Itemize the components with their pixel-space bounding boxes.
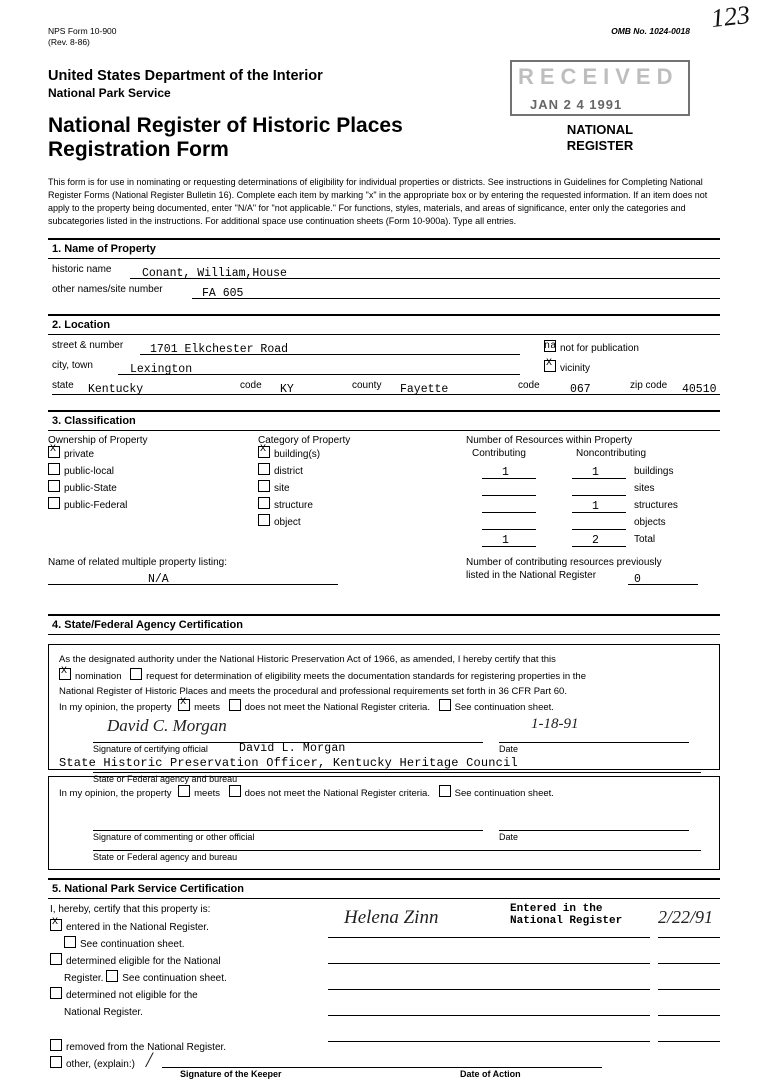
resource-row-sites — [466, 481, 720, 498]
certification-line-4: In my opinion, the property — [59, 702, 172, 714]
objects-label: objects — [634, 517, 666, 529]
signature-of-commenting-official-label: Signature of commenting or other official — [93, 831, 255, 842]
commenting-meets-checkbox[interactable] — [178, 785, 190, 797]
buildings-contributing-value[interactable]: 1 — [502, 466, 509, 480]
category-column — [258, 435, 458, 531]
keeper-signature-rule-1 — [328, 937, 650, 938]
keeper-signature-flourish: / — [146, 1047, 153, 1073]
category-object-label: object — [274, 517, 301, 529]
keeper-signature-column — [328, 903, 720, 1049]
multiple-listing-label: Name of related multiple property listing: — [48, 557, 227, 569]
entered-continuation-label: See continuation sheet. — [80, 939, 185, 951]
meets-criteria-label: meets — [194, 702, 220, 714]
request-determination-label: request for determination of eligibility meets the documentation standards for registering properties in the — [146, 670, 587, 682]
objects-noncontributing-rule — [572, 529, 626, 530]
determined-eligible-label: determined eligible for the National — [66, 956, 221, 968]
stamp-national-register — [510, 122, 690, 155]
determined-not-eligible-label: determined not eligible for the — [66, 990, 198, 1002]
buildings-noncontributing-rule — [572, 478, 626, 479]
category-option-district[interactable] — [258, 463, 458, 480]
department-name: United States Department of the Interior — [48, 68, 323, 85]
other-names-rule — [192, 298, 720, 299]
category-site-checkbox[interactable] — [258, 480, 270, 492]
certifying-official-typed-name: David L. Morgan — [239, 742, 346, 756]
state-label: state — [52, 380, 74, 392]
ownership-title: Ownership of Property — [48, 435, 148, 447]
stamp-register-line: REGISTER — [566, 138, 634, 154]
total-noncontributing-rule — [572, 546, 626, 547]
buildings-noncontributing-value[interactable]: 1 — [592, 466, 599, 480]
buildings-label: buildings — [634, 466, 674, 478]
see-continuation-sheet-checkbox-2[interactable] — [439, 785, 451, 797]
nomination-checkbox[interactable] — [59, 668, 71, 680]
county-label: county — [352, 380, 382, 392]
category-site-label: site — [274, 483, 290, 495]
see-continuation-sheet-label-1: See continuation sheet. — [454, 702, 554, 714]
form-instructions: This form is for use in nominating or requesting determinations of eligibility for individual properties or districts. See instructions in Guidelines for Completing National Register Forms (National Register Bulletin 16). Complete each item by marking "x" in the appropriate box or by entering the requested information. If an item does not apply to the property being documented, enter "N/A" for "not applicable." For functions, styles, materials, and areas of significance, enter only the categories and subcategories listed in the instructions. For additional space use continuation sheets (Form 10-900a). Type all entries. — [48, 176, 708, 227]
commenting-signature-rule — [93, 830, 483, 831]
total-contributing-rule — [482, 546, 536, 547]
option-entered-continuation[interactable] — [50, 936, 300, 953]
ownership-option-public-state[interactable] — [48, 480, 258, 497]
option-entered-national-register[interactable] — [50, 919, 300, 936]
buildings-contributing-rule — [482, 478, 536, 479]
ownership-public-local-checkbox[interactable] — [48, 463, 60, 475]
total-label: Total — [634, 534, 656, 546]
ownership-public-state-checkbox[interactable] — [48, 480, 60, 492]
structures-noncontributing-value[interactable]: 1 — [592, 500, 599, 514]
option-determined-not-eligible-line2 — [50, 1004, 300, 1021]
omb-number: OMB No. 1024-0018 — [611, 26, 690, 36]
resources-column — [466, 435, 720, 549]
other-names-value[interactable]: FA 605 — [202, 287, 244, 301]
commenting-signature-row — [59, 812, 709, 842]
category-structure-label: structure — [274, 500, 313, 512]
sites-contributing-rule — [482, 495, 536, 496]
multiple-listing-value[interactable]: N/A — [148, 573, 169, 587]
stamp-national-line: NATIONAL — [566, 122, 634, 137]
request-determination-checkbox[interactable] — [130, 668, 142, 680]
determined-eligible-checkbox[interactable] — [50, 953, 62, 965]
form-title-line1: National Register of Historic Places — [48, 113, 403, 137]
certifying-signature-row — [59, 716, 709, 756]
form-revision: (Rev. 8-86) — [48, 36, 90, 47]
ownership-public-state-label: public-State — [64, 483, 117, 495]
category-option-site[interactable] — [258, 480, 458, 497]
keeper-signature-rule-3 — [328, 989, 650, 990]
signature-of-certifying-official-label: Signature of certifying official — [93, 744, 208, 755]
state-code-value[interactable]: KY — [280, 383, 294, 397]
section-2-body — [48, 335, 720, 400]
state-federal-agency-label-2: State or Federal agency and bureau — [93, 851, 238, 862]
certification-paragraph-1 — [59, 653, 709, 716]
see-continuation-sheet-label-2: See continuation sheet. — [454, 788, 554, 800]
not-for-publication-label: not for publication — [560, 343, 639, 355]
not-for-publication-mark: na — [544, 341, 557, 353]
does-not-meet-criteria-label: does not meet the National Register criteria. — [244, 702, 430, 714]
commenting-opinion-text: In my opinion, the property — [59, 788, 172, 800]
option-determined-eligible[interactable] — [50, 953, 300, 970]
form-title-line2: Registration Form — [48, 137, 229, 161]
section-5-heading: 5. National Park Service Certification — [48, 878, 720, 899]
state-federal-agency-label-1: State or Federal agency and bureau — [93, 774, 238, 785]
keeper-date-rule-2 — [658, 963, 720, 964]
category-object-checkbox[interactable] — [258, 514, 270, 526]
city-town-value[interactable]: Lexington — [130, 363, 193, 377]
state-value[interactable]: Kentucky — [88, 383, 144, 397]
ownership-private-label: private — [64, 449, 95, 461]
category-title: Category of Property — [258, 435, 351, 447]
ownership-option-public-federal[interactable] — [48, 497, 258, 514]
resource-row-objects — [466, 515, 720, 532]
keeper-date-handwritten: 2/22/91 — [658, 907, 714, 928]
county-code-label: code — [518, 380, 540, 392]
commenting-date-rule — [499, 830, 689, 831]
county-code-value[interactable]: 067 — [570, 383, 591, 397]
section-1-body — [48, 259, 720, 304]
option-determined-eligible-line2 — [50, 970, 300, 987]
category-structure-checkbox[interactable] — [258, 497, 270, 509]
noncontributing-header: Noncontributing — [576, 448, 647, 460]
structures-contributing-rule — [482, 512, 536, 513]
stamp-received-text: RECEIVED — [518, 64, 679, 89]
section-3-body — [48, 431, 720, 604]
resource-row-structures — [466, 498, 720, 515]
sites-noncontributing-rule — [572, 495, 626, 496]
resource-row-buildings — [466, 464, 720, 481]
section-5-body — [48, 899, 720, 1084]
determined-not-eligible-label2: National Register. — [64, 1007, 143, 1019]
category-option-buildings[interactable] — [258, 446, 458, 463]
category-option-structure[interactable] — [258, 497, 458, 514]
see-continuation-sheet-checkbox-1[interactable] — [439, 699, 451, 711]
keeper-signature: Helena Zinn — [344, 907, 439, 929]
multiple-listing-block — [48, 557, 348, 588]
certifying-agency-typed: State Historic Preservation Officer, Kentucky Heritage Council — [59, 756, 518, 771]
commenting-does-not-meet-checkbox[interactable] — [229, 785, 241, 797]
commenting-agency-row — [59, 842, 709, 862]
ownership-option-public-local[interactable] — [48, 463, 258, 480]
certifying-signature-date: 1-18-91 — [531, 716, 579, 733]
keeper-signature-rule-2 — [328, 963, 650, 964]
category-buildings-label: building(s) — [274, 449, 321, 461]
sites-label: sites — [634, 483, 655, 495]
section-1-heading: 1. Name of Property — [48, 238, 720, 259]
entered-stamp-line2: National Register — [510, 915, 623, 928]
resources-title: Number of Resources within Property — [466, 435, 633, 447]
category-district-checkbox[interactable] — [258, 463, 270, 475]
entered-continuation-checkbox[interactable] — [64, 936, 76, 948]
ownership-private-checkbox[interactable] — [48, 446, 60, 458]
structures-noncontributing-rule — [572, 512, 626, 513]
not-for-publication-option[interactable] — [544, 340, 639, 357]
determined-eligible-label2: Register. — [64, 973, 104, 985]
keeper-date-rule-5 — [658, 1041, 720, 1042]
section-4-heading: 4. State/Federal Agency Certification — [48, 614, 720, 635]
state-code-label: code — [240, 380, 262, 392]
historic-name-value[interactable]: Conant, William,House — [142, 267, 287, 281]
section-2-heading: 2. Location — [48, 314, 720, 335]
keeper-signature-rule-4 — [328, 1015, 650, 1016]
total-contributing-value[interactable]: 1 — [502, 534, 509, 548]
meets-criteria-checkbox[interactable] — [178, 699, 190, 711]
county-value[interactable]: Fayette — [400, 383, 449, 397]
nps-certification-intro: I, hereby, certify that this property is: — [50, 904, 211, 916]
determined-eligible-continuation-checkbox[interactable] — [106, 970, 118, 982]
previously-listed-label-line2: listed in the National Register — [466, 570, 597, 582]
page-number-handwritten: 123 — [709, 0, 752, 33]
vicinity-option[interactable] — [544, 360, 590, 377]
certifying-date-rule — [499, 742, 689, 743]
does-not-meet-criteria-checkbox[interactable] — [229, 699, 241, 711]
category-district-label: district — [274, 466, 303, 478]
removed-checkbox[interactable] — [50, 1039, 62, 1051]
stamp-box — [510, 60, 690, 116]
other-names-label: other names/site number — [52, 284, 163, 296]
category-buildings-checkbox[interactable] — [258, 446, 270, 458]
entered-checkbox[interactable] — [50, 919, 62, 931]
street-number-label: street & number — [52, 340, 124, 352]
nomination-label: nomination — [75, 670, 122, 682]
vicinity-label: vicinity — [560, 363, 591, 375]
determined-not-eligible-checkbox[interactable] — [50, 987, 62, 999]
previously-listed-label-line1: Number of contributing resources previously — [466, 557, 662, 569]
multiple-listing-rule — [48, 584, 338, 585]
state-line-rule — [52, 394, 720, 395]
previously-listed-block — [466, 557, 720, 588]
certifying-official-box — [48, 644, 720, 785]
commenting-official-box — [48, 776, 720, 870]
commenting-meets-label: meets — [194, 788, 220, 800]
city-town-label: city, town — [52, 360, 93, 372]
certifying-official-signature: David C. Morgan — [107, 716, 227, 736]
removed-label: removed from the National Register. — [66, 1042, 227, 1054]
zip-code-value[interactable]: 40510 — [682, 383, 717, 397]
signature-of-keeper-label: Signature of the Keeper — [180, 1069, 282, 1080]
certification-line-3: National Register of Historic Places and meets the procedural and professional requirements set forth in 36 CFR Part 60. — [59, 685, 567, 697]
keeper-signature-rule-5 — [328, 1041, 650, 1042]
previously-listed-value[interactable]: 0 — [634, 573, 641, 587]
option-determined-not-eligible[interactable] — [50, 987, 300, 1004]
keeper-date-rule-3 — [658, 989, 720, 990]
certifying-date-label: Date — [499, 744, 519, 755]
section-4-body — [48, 635, 720, 870]
objects-contributing-rule — [482, 529, 536, 530]
form-number: NPS Form 10-900 — [48, 26, 117, 36]
zip-code-label: zip code — [630, 380, 668, 392]
ownership-public-local-label: public-local — [64, 466, 115, 478]
keeper-date-rule-1 — [658, 937, 720, 938]
other-label: other, (explain:) — [66, 1059, 135, 1071]
entered-in-national-register-stamp — [510, 903, 622, 927]
ownership-column — [48, 435, 258, 514]
form-header-row — [48, 26, 720, 47]
form-number-block — [48, 26, 117, 47]
commenting-agency-rule — [93, 850, 701, 851]
resource-row-total — [466, 532, 720, 549]
street-number-value[interactable]: 1701 Elkchester Road — [150, 343, 289, 357]
ownership-option-private[interactable] — [48, 446, 258, 463]
keeper-footer-rule — [162, 1067, 602, 1068]
keeper-date-rule-4 — [658, 1015, 720, 1016]
contributing-header: Contributing — [472, 448, 526, 460]
commenting-does-not-meet-label: does not meet the National Register criteria. — [244, 788, 430, 800]
commenting-date-label: Date — [499, 831, 519, 842]
entered-label: entered in the National Register. — [66, 922, 209, 934]
nps-options-column — [50, 919, 300, 1073]
section-3-heading: 3. Classification — [48, 410, 720, 431]
structures-label: structures — [634, 500, 678, 512]
category-option-object[interactable] — [258, 514, 458, 531]
historic-name-label: historic name — [52, 264, 112, 276]
agency-name: National Park Service — [48, 86, 171, 101]
date-of-action-label: Date of Action — [460, 1069, 521, 1080]
vicinity-checkbox[interactable] — [544, 360, 556, 372]
certification-paragraph-2 — [59, 785, 709, 802]
ownership-public-federal-label: public-Federal — [64, 500, 128, 512]
entered-stamp-line1: Entered in the — [510, 903, 603, 916]
option-removed-from-register[interactable] — [50, 1039, 300, 1056]
determined-eligible-continuation-label: See continuation sheet. — [122, 973, 227, 985]
total-noncontributing-value[interactable]: 2 — [592, 534, 599, 548]
stamp-date-text: JAN 2 4 1991 — [530, 97, 623, 112]
certification-line-1: As the designated authority under the National Historic Preservation Act of 1966, as amended, I hereby certify that this — [59, 654, 556, 666]
received-stamp — [510, 60, 690, 155]
certifying-agency-rule — [93, 772, 701, 773]
ownership-public-federal-checkbox[interactable] — [48, 497, 60, 509]
